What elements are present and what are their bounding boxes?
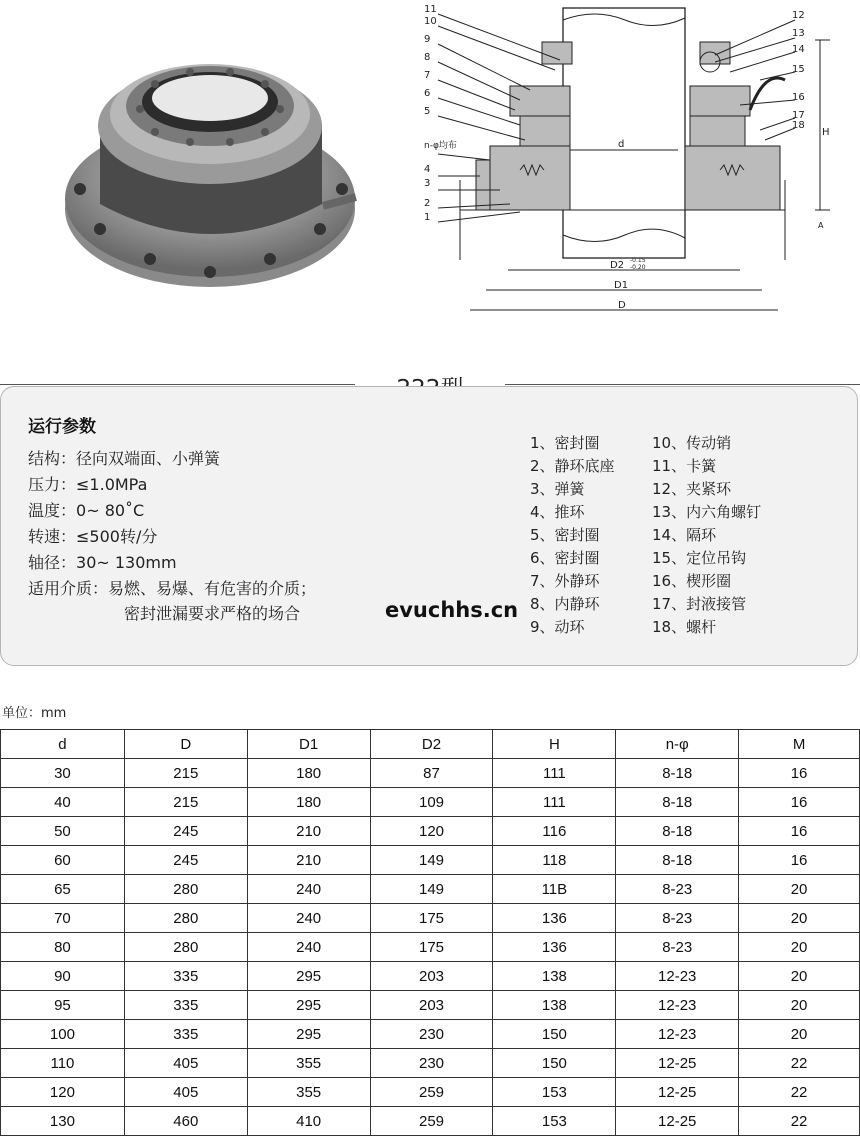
table-cell: 120	[370, 817, 493, 846]
table-cell: 12-23	[616, 1020, 739, 1049]
part-4: 4、推环	[530, 503, 585, 521]
column-header: d	[1, 730, 125, 759]
table-cell: 12-25	[616, 1049, 739, 1078]
table-cell: 11B	[493, 875, 616, 904]
dim-D: D	[618, 300, 626, 311]
table-cell: 295	[247, 1020, 370, 1049]
table-cell: 138	[493, 991, 616, 1020]
table-cell: 335	[124, 1020, 247, 1049]
part-12: 12、夹紧环	[652, 480, 732, 498]
table-cell: 215	[124, 788, 247, 817]
table-cell: 8-18	[616, 846, 739, 875]
table-cell: 203	[370, 991, 493, 1020]
param-label: 适用介质：	[28, 579, 109, 598]
part-7: 7、外静环	[530, 572, 600, 590]
part-1: 1、密封圈	[530, 434, 600, 452]
table-cell: 180	[247, 788, 370, 817]
column-header: n-φ	[616, 730, 739, 759]
table-cell: 120	[1, 1078, 125, 1107]
dimensions-table	[0, 729, 860, 1136]
table-cell: 16	[739, 817, 860, 846]
table-cell: 259	[370, 1107, 493, 1136]
table-cell: 355	[247, 1049, 370, 1078]
table-cell: 240	[247, 904, 370, 933]
table-cell: 111	[493, 788, 616, 817]
callout-9: 9	[424, 34, 431, 45]
callout-3: 3	[424, 178, 431, 189]
table-cell: 30	[1, 759, 125, 788]
title-rule-right	[505, 384, 860, 385]
table-cell: 22	[739, 1078, 860, 1107]
table-cell: 175	[370, 933, 493, 962]
table-cell: 95	[1, 991, 125, 1020]
part-17: 17、封液接管	[652, 595, 747, 613]
callout-12: 12	[792, 10, 805, 21]
table-cell: 280	[124, 875, 247, 904]
table-cell: 20	[739, 904, 860, 933]
table-cell: 130	[1, 1107, 125, 1136]
table-row	[1, 962, 860, 991]
table-cell: 405	[124, 1078, 247, 1107]
table-row	[1, 991, 860, 1020]
param-label: 转速：	[28, 527, 77, 546]
table-cell: 153	[493, 1078, 616, 1107]
part-14: 14、隔环	[652, 526, 717, 544]
table-cell: 16	[739, 788, 860, 817]
table-cell: 116	[493, 817, 616, 846]
table-cell: 355	[247, 1078, 370, 1107]
unit-label: 单位：mm	[2, 706, 67, 721]
callout-n-holes: n-φ均布	[424, 141, 457, 151]
param-shaft-diameter	[28, 550, 177, 573]
table-cell: 118	[493, 846, 616, 875]
table-cell: 20	[739, 962, 860, 991]
table-row	[1, 875, 860, 904]
table-cell: 230	[370, 1020, 493, 1049]
seal-photo	[60, 14, 366, 294]
part-5: 5、密封圈	[530, 526, 600, 544]
table-cell: 16	[739, 759, 860, 788]
part-8: 8、内静环	[530, 595, 600, 613]
callout-6: 6	[424, 88, 431, 99]
table-cell: 245	[124, 846, 247, 875]
table-cell: 295	[247, 991, 370, 1020]
table-row	[1, 1020, 860, 1049]
callout-7: 7	[424, 70, 431, 81]
table-cell: 20	[739, 933, 860, 962]
part-13: 13、内六角螺钉	[652, 503, 762, 521]
callout-15: 15	[792, 64, 805, 75]
column-header: H	[493, 730, 616, 759]
table-cell: 109	[370, 788, 493, 817]
table-cell: 210	[247, 846, 370, 875]
column-header: D	[124, 730, 247, 759]
param-value: 易燃、易爆、有危害的介质；	[108, 579, 317, 598]
part-11: 11、卡簧	[652, 457, 717, 475]
callout-1: 1	[424, 212, 431, 223]
table-cell: 100	[1, 1020, 125, 1049]
table-cell: 240	[247, 875, 370, 904]
table-cell: 210	[247, 817, 370, 846]
param-temperature	[28, 498, 144, 521]
table-cell: 280	[124, 933, 247, 962]
table-cell: 149	[370, 875, 493, 904]
title-rule-left	[0, 384, 355, 385]
table-cell: 22	[739, 1049, 860, 1078]
table-cell: 405	[124, 1049, 247, 1078]
table-row	[1, 904, 860, 933]
param-value: 径向双端面、小弹簧	[76, 449, 221, 468]
table-cell: 16	[739, 846, 860, 875]
table-cell: 50	[1, 817, 125, 846]
callout-16: 16	[792, 92, 805, 103]
table-cell: 70	[1, 904, 125, 933]
part-3: 3、弹簧	[530, 480, 585, 498]
table-cell: 460	[124, 1107, 247, 1136]
table-cell: 60	[1, 846, 125, 875]
table-row	[1, 933, 860, 962]
table-row	[1, 846, 860, 875]
table-cell: 12-25	[616, 1107, 739, 1136]
param-label: 轴径：	[28, 553, 77, 572]
part-16: 16、楔形圈	[652, 572, 732, 590]
section-drawing	[420, 0, 840, 330]
part-6: 6、密封圈	[530, 549, 600, 567]
table-cell: 8-23	[616, 875, 739, 904]
dim-d: d	[618, 139, 625, 150]
table-cell: 138	[493, 962, 616, 991]
table-cell: 12-23	[616, 962, 739, 991]
param-value: 0~ 80˚C	[76, 501, 145, 520]
part-15: 15、定位吊钩	[652, 549, 747, 567]
dim-D1: D1	[614, 280, 629, 291]
table-cell: 20	[739, 1020, 860, 1049]
table-cell: 280	[124, 904, 247, 933]
param-label: 结构：	[28, 449, 77, 468]
column-header: D1	[247, 730, 370, 759]
table-cell: 22	[739, 1107, 860, 1136]
table-cell: 410	[247, 1107, 370, 1136]
table-row	[1, 788, 860, 817]
table-body	[1, 759, 860, 1136]
param-media	[28, 576, 316, 599]
param-value: ≤1.0MPa	[76, 475, 148, 494]
param-label: 压力：	[28, 475, 77, 494]
watermark: evuchhs.cn	[385, 598, 519, 622]
param-speed	[28, 524, 157, 547]
table-cell: 203	[370, 962, 493, 991]
table-cell: 175	[370, 904, 493, 933]
table-cell: 153	[493, 1107, 616, 1136]
table-cell: 87	[370, 759, 493, 788]
callout-10: 10	[424, 16, 437, 27]
param-value: ≤500转/分	[76, 527, 158, 546]
table-cell: 150	[493, 1020, 616, 1049]
param-pressure	[28, 472, 147, 495]
callout-8: 8	[424, 52, 431, 63]
dim-A: A	[818, 221, 824, 230]
param-structure	[28, 446, 220, 469]
table-row	[1, 1049, 860, 1078]
part-10: 10、传动销	[652, 434, 732, 452]
table-cell: 20	[739, 991, 860, 1020]
table-row	[1, 1107, 860, 1136]
table-cell: 12-25	[616, 1078, 739, 1107]
table-cell: 40	[1, 788, 125, 817]
table-cell: 90	[1, 962, 125, 991]
callout-18: 18	[792, 120, 805, 131]
table-header-row	[1, 730, 860, 759]
dim-H: H	[822, 127, 830, 138]
table-cell: 12-23	[616, 991, 739, 1020]
column-header: M	[739, 730, 860, 759]
part-2: 2、静环底座	[530, 457, 615, 475]
callout-13: 13	[792, 28, 805, 39]
table-cell: 149	[370, 846, 493, 875]
table-row	[1, 1078, 860, 1107]
table-cell: 230	[370, 1049, 493, 1078]
table-cell: 215	[124, 759, 247, 788]
table-cell: 259	[370, 1078, 493, 1107]
table-cell: 136	[493, 933, 616, 962]
param-label: 温度：	[28, 501, 77, 520]
table-cell: 8-23	[616, 904, 739, 933]
table-cell: 8-18	[616, 788, 739, 817]
part-18: 18、螺杆	[652, 618, 717, 636]
table-cell: 240	[247, 933, 370, 962]
table-cell: 111	[493, 759, 616, 788]
table-cell: 20	[739, 875, 860, 904]
table-cell: 335	[124, 962, 247, 991]
callout-2: 2	[424, 198, 431, 209]
table-cell: 150	[493, 1049, 616, 1078]
table-cell: 8-18	[616, 817, 739, 846]
callout-5: 5	[424, 106, 431, 117]
table-row	[1, 817, 860, 846]
callout-4: 4	[424, 164, 431, 175]
table-cell: 65	[1, 875, 125, 904]
table-cell: 180	[247, 759, 370, 788]
callout-11: 11	[424, 4, 437, 15]
table-row	[1, 759, 860, 788]
table-cell: 295	[247, 962, 370, 991]
param-media-line2: 密封泄漏要求严格的场合	[124, 604, 301, 623]
table-cell: 136	[493, 904, 616, 933]
callout-17: 17	[792, 110, 805, 121]
table-cell: 80	[1, 933, 125, 962]
table-cell: 8-23	[616, 933, 739, 962]
dim-D2-tol-top: -0.15	[630, 257, 646, 264]
table-cell: 245	[124, 817, 247, 846]
table-cell: 335	[124, 991, 247, 1020]
params-heading: 运行参数	[28, 417, 96, 437]
dim-D2: D2	[610, 260, 625, 271]
table-cell: 110	[1, 1049, 125, 1078]
part-9: 9、动环	[530, 618, 585, 636]
param-value: 30~ 130mm	[76, 553, 177, 572]
table-cell: 8-18	[616, 759, 739, 788]
callout-14: 14	[792, 44, 805, 55]
column-header: D2	[370, 730, 493, 759]
dim-D2-tol-bottom: -0.20	[630, 264, 646, 271]
